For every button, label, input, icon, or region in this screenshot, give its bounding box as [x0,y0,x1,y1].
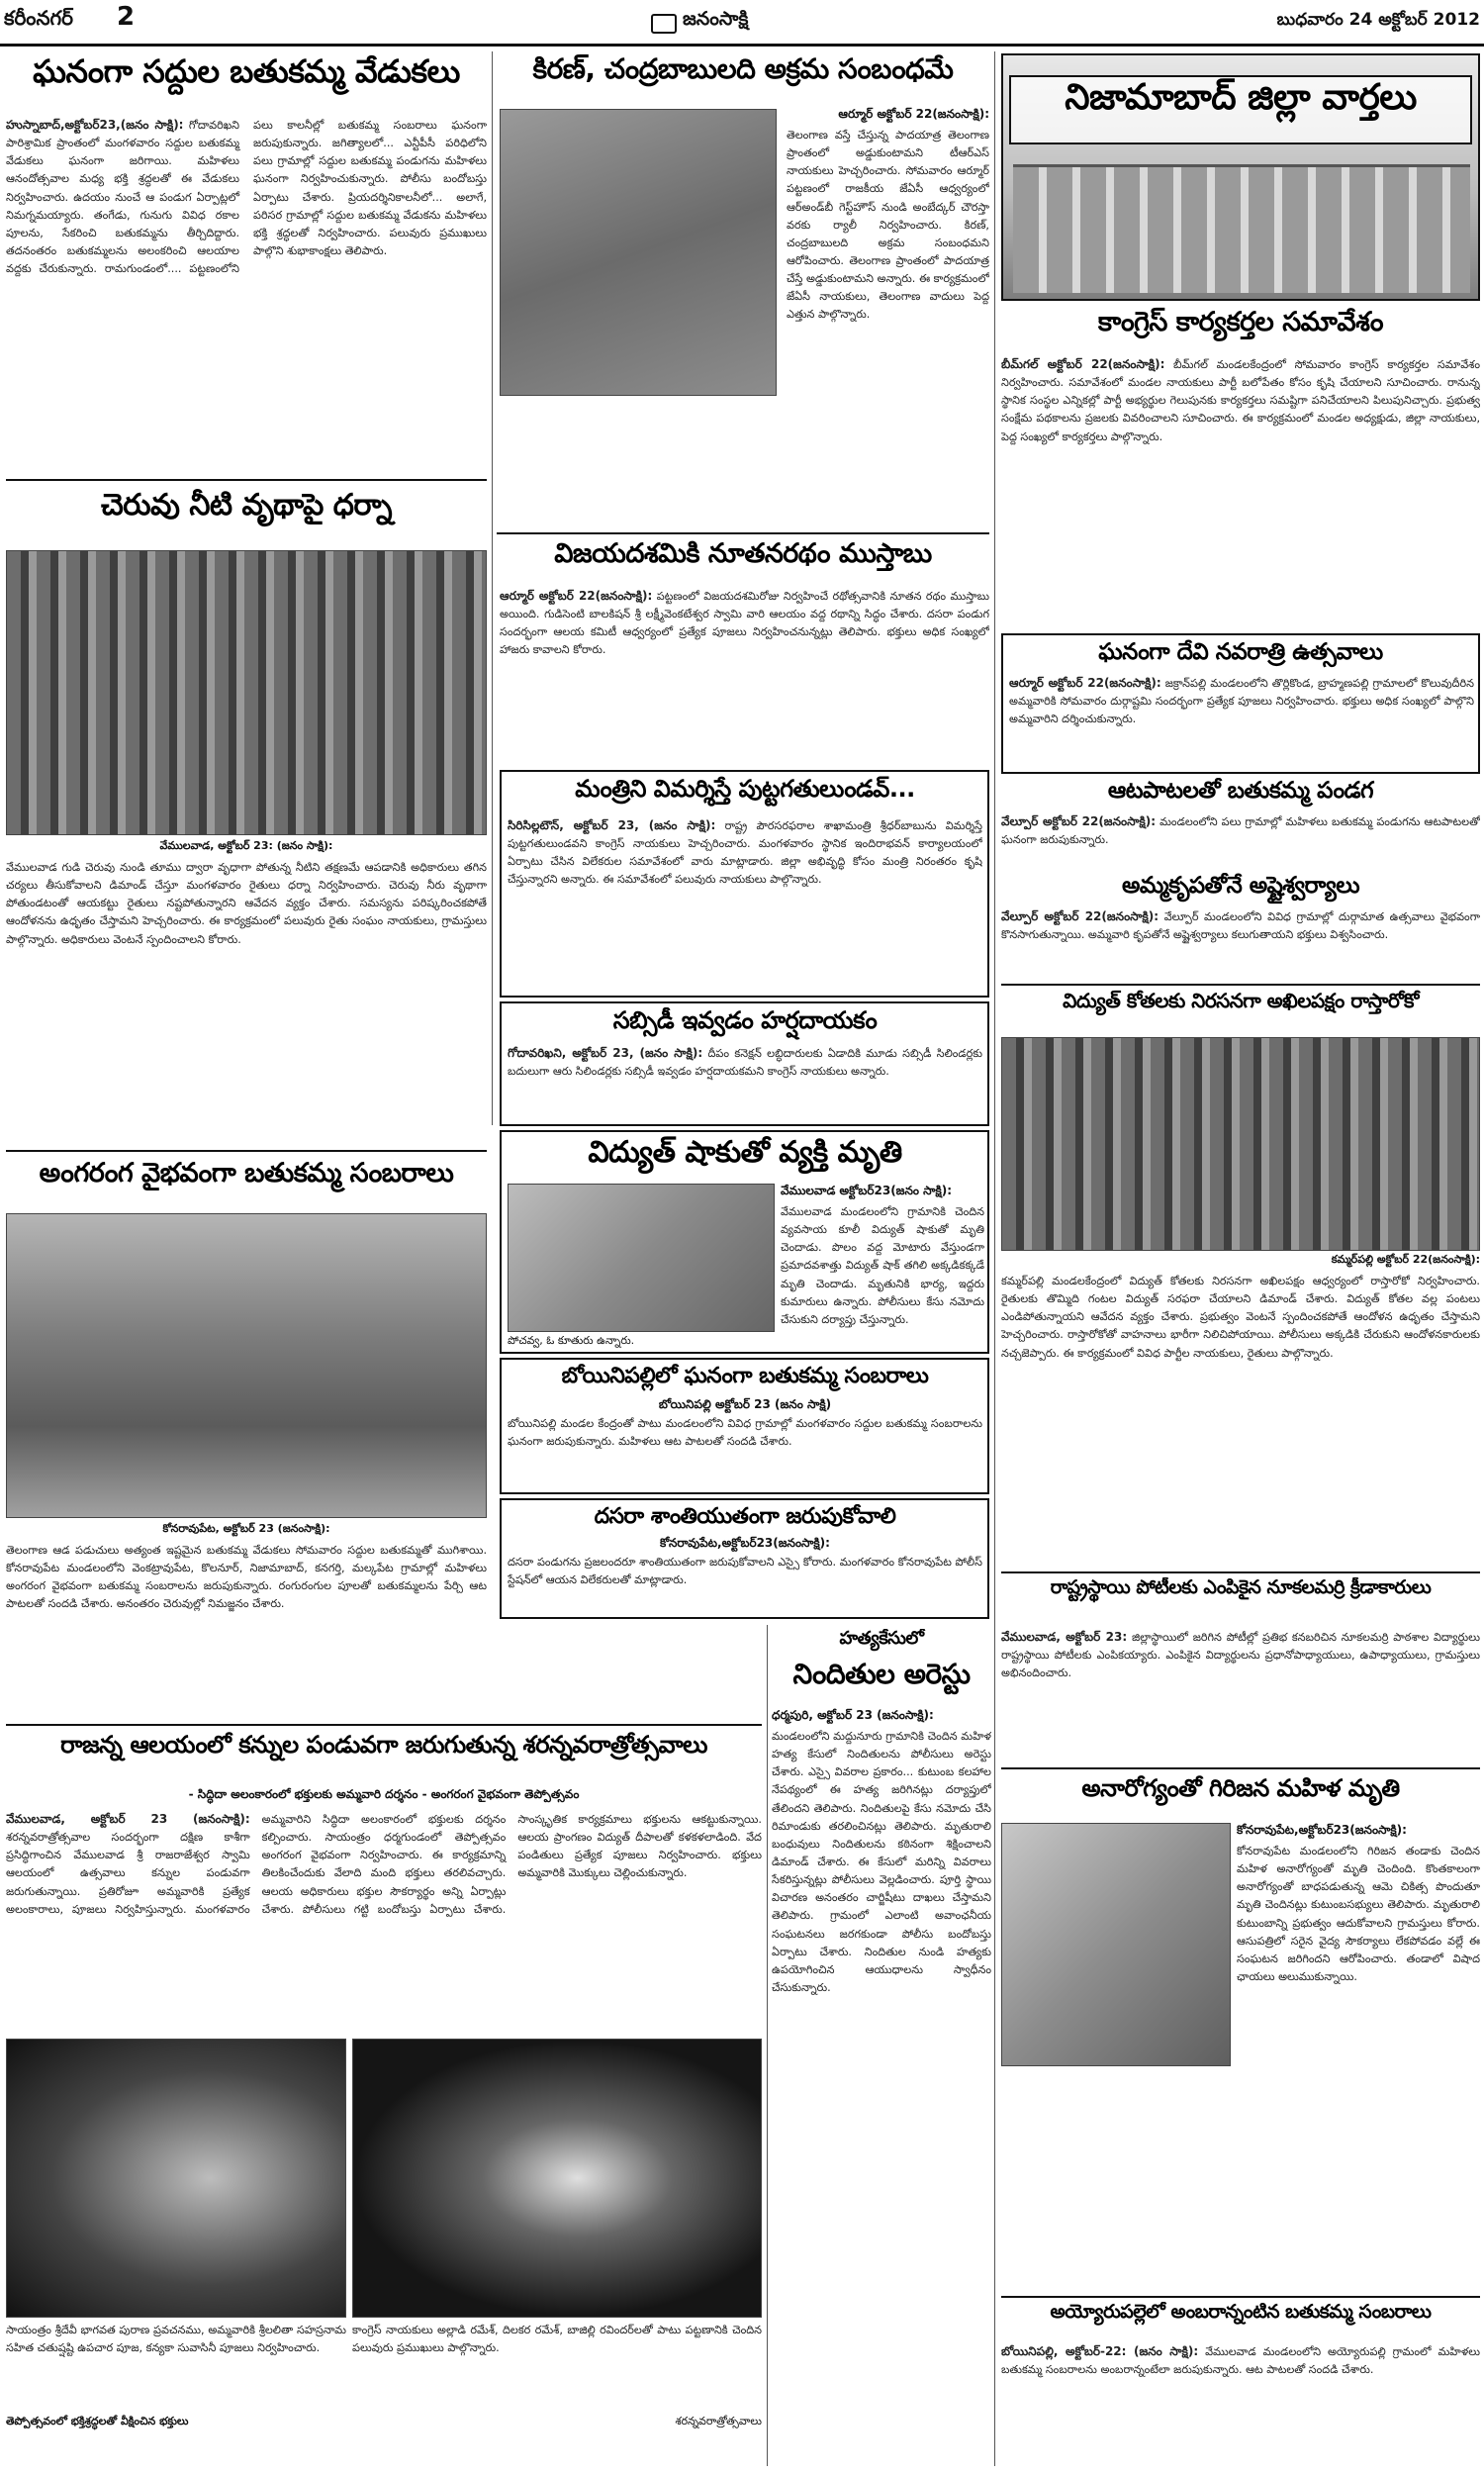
section-rule [1001,1767,1480,1769]
dateline: బీమ్‌గల్‌ అక్టోబర్‌ 22(జనంసాక్షి): [1001,357,1165,371]
rastaroko-photo [1001,1037,1480,1251]
footnote: తెప్పోత్సవంలో భక్తిశ్రద్ధలతో వీక్షించిన భక్తులు [6,2415,189,2427]
headline: అంగరంగ వైభవంగా బతుకమ్మ సంబరాలు [39,1158,454,1189]
teppotsavam-boat-photo [352,2039,762,2318]
dateline: గోదావరిఖని, అక్టోబర్‌ 23, (జనం సాక్షి): [508,1046,703,1060]
article-text: శరన్నవరాత్రోత్సవాల సందర్భంగా దక్షిణ కాశీగా ప్రసిద్ధిగాంచిన వేములవాడ శ్రీ రాజరాజేశ్వర స్వామి ఆలయంలో ఉత్సవాలు కన్నుల పండువగా జరుగుతున్నాయి. ప్రతిరోజూ అమ్మవారికి ప్రత్యేక అలంకారాలు, పూజలు నిర్వహిస్తున్నారు. మంగళవారం అమ్మవారిని సిద్ధిదా అలంకారంలో భక్తులకు దర్శనం కల్పించారు. సాయంత్రం ధర్మగుండంలో తెప్పోత్సవం అంగరంగ వైభవంగా నిర్వహించారు. ఈ కార్యక్రమాన్ని తిలకించేందుకు వేలాది మంది భక్తులు తరలివచ్చారు. ఆలయ అధికారులు భక్తుల సౌకర్యార్థం అన్ని ఏర్పాట్లు చేశారు. పోలీసులు గట్టి బందోబస్తు ఏర్పాటు చేశారు. సాంస్కృతిక కార్యక్రమాలు భక్తులను ఆకట్టుకున్నాయి. ఆలయ ప్రాంగణం విద్యుత్‌ దీపాలతో కళకళలాడింది. వేద పండితులు ప్రత్యేక పూజలు నిర్వహించారు. భక్తులు అమ్మవారికి మొక్కులు చెల్లించుకున్నారు. [6,1813,762,1916]
article-body [6,1811,762,2031]
dateline: ధర్మపురి, అక్టోబర్‌ 23 (జనంసాక్షి): [772,1708,934,1722]
headline: దసరా శాంతియుతంగా జరుపుకోవాలి [594,1504,896,1529]
headline: ఘనంగా సద్దుల బతుకమ్మ వేడుకలు [33,53,460,90]
article-text: పట్టణంలో విజయదశమిరోజు నిర్వహించే రథోత్సవానికి నూతన రథం ముస్తాబు అయింది. గుడిసెంటి బాలకిషన్‌ శ్రీ లక్ష్మీవెంకటేశ్వర స్వామి వారి ఆలయం వద్ద రథాన్ని సిద్ధం చేశారు. దసరా పండుగ సందర్భంగా ఆలయ కమిటీ ఆధ్వర్యంలో ప్రత్యేక పూజలు నిర్వహించనున్నట్లు తెలిపారు. భక్తులు అధిక సంఖ్యలో హాజరు కావాలని కోరారు. [500,590,989,657]
article-body: దసరా పండుగను ప్రజలందరూ శాంతియుతంగా జరుపుకోవాలని ఎస్సై కోరారు. మంగళవారం కోనరావుపేట పోలీస్‌ స్టేషన్‌లో ఆయన విలేకరులతో మాట్లాడారు. [508,1556,982,1587]
article-body: వేములవాడ మండలంలోని గ్రామానికి చెందిన వ్యవసాయ కూలీ విద్యుత్‌ షాకుతో మృతి చెందాడు. పొలం వద్ద మోటారు వేస్తుండగా ప్రమాదవశాత్తు విద్యుత్‌ షాక్‌ తగిలి అక్కడికక్కడే మృతి చెందాడు. మృతునికి భార్య, ఇద్దరు కుమారులు ఉన్నారు. పోలీసులు కేసు నమోదు చేసుకుని దర్యాప్తు చేస్తున్నారు. [781,1205,984,1326]
section-rule [1001,984,1480,986]
victim-family-photo [508,1184,775,1332]
headline: విద్యుత్‌ కోతలకు నిరసనగా అఖిలపక్షం రాస్తారోకో [1063,990,1419,1012]
paper-logo-icon [651,14,677,34]
section-rule [497,532,989,534]
page-number: 2 [117,2,136,32]
dateline: ఆర్మూర్‌ అక్టోబర్‌ 22(జనంసాక్షి): [500,589,653,603]
nizamabad-district-banner [1001,53,1480,301]
headline: విజయదశమికి నూతనరథం ముస్తాబు [554,538,932,569]
dateline: వేల్పూర్‌ అక్టోబర్‌ 22(జనంసాక్షి): [1001,814,1157,828]
deceased-woman-photo [1001,1823,1231,2066]
photo-caption: పోచవ్వ, ఓ కూతురు ఉన్నారు. [508,1334,635,1347]
kicker: హత్యకేసులో [839,1629,924,1649]
article-body: తెలంగాణ వస్తే చేస్తున్న పాదయాత్ర తెలంగాణ ప్రాంతంలో అడ్డుకుంటామని టీఆర్‌ఎస్‌ నాయకులు హెచ్చరించారు. సోమవారం ఆర్మూర్‌ పట్టణంలో రాజకీయ జేఏసీ ఆధ్వర్యంలో ఆర్‌అండ్‌బీ గెస్ట్‌హౌస్‌ నుండి అంబేద్కర్‌ చౌరస్తా వరకు ర్యాలీ నిర్వహించారు. కిరణ్‌, చంద్రబాబులది అక్రమ సంబంధమని ఆరోపించారు. తెలంగాణ ప్రాంతంలో పాదయాత్ర చేస్తే అడ్డుకుంటామని అన్నారు. ఈ కార్యక్రమంలో జేఏసీ నాయకులు, తెలంగాణ వాదులు పెద్ద ఎత్తున పాల్గొన్నారు. [787,129,989,322]
article-text: బీమ్‌గల్‌ మండలకేంద్రంలో సోమవారం కాంగ్రెస్‌ కార్యకర్తల సమావేశం నిర్వహించారు. సమావేశంలో మండల నాయకులు పార్టీ బలోపేతం కోసం కృషి చేయాలని సూచించారు. రానున్న స్థానిక సంస్థల ఎన్నికల్లో పార్టీ అభ్యర్థుల గెలుపునకు కార్యకర్తలు సమష్టిగా పనిచేయాలని పిలుపునిచ్చారు. ప్రభుత్వ సంక్షేమ పథకాలను ప్రజలకు వివరించాలని సూచించారు. ఈ కార్యక్రమంలో మండల అధ్యక్షుడు, జిల్లా నాయకులు, పెద్ద సంఖ్యలో కార్యకర్తలు పాల్గొన్నారు. [1001,358,1480,443]
article-body [500,588,989,764]
dateline: వేములవాడ, అక్టోబర్‌ 23: [1001,1630,1128,1644]
dateline: కోనరావుపేట,అక్టోబర్‌23(జనంసాక్షి): [1237,1823,1407,1837]
dateline: సిరిసిల్లటౌన్‌, అక్టోబర్‌ 23, (జనం సాక్షి): [508,818,716,832]
article-text: గోదావరిఖని పారిశ్రామిక ప్రాంతంలో మంగళవారం సద్దుల బతుకమ్మ వేడుకలు ఘనంగా జరిగాయి. మహిళలు ఆనందోత్సవాల మధ్య భక్తి శ్రద్ధలతో ఈ వేడుకలు నిర్వహించారు. ఉదయం నుంచే ఆ పండుగ ఏర్పాట్లలో నిమగ్నమయ్యారు. తంగేడు, గునుగు వివిధ రకాల పూలను, సేకరించి బతుకమ్మను తీర్చిదిద్దారు. తదనంతరం బతుకమ్మలను అలంకరించి ఆలయాల వద్దకు చేరుకున్నారు. రామగుండంలో.... పట్టణంలోని పలు కాలనీల్లో బతుకమ్మ సంబరాలు ఘనంగా జరుపుకున్నారు. జగిత్యాలలో... ఎన్టీపీసీ పరిధిలోని పలు గ్రామాల్లో సద్దుల బతుకమ్మ పండుగను మహిళలు ఘనంగా నిర్వహించుకున్నారు. పోలీసు బందోబస్తు ఏర్పాటు చేశారు. ప్రియదర్శినికాలనీలో... అలాగే, పరిసర గ్రామాల్లో సద్దుల బతుకమ్మ వేడుకను మహిళలు భక్తి శ్రద్ధలతో నిర్వహించారు. పలువురు ప్రముఖులు పాల్గొని శుభాకాంక్షలు తెలిపారు. [6,119,487,276]
section-rule [1001,1571,1480,1573]
banner-title: నిజామాబాద్‌ జిల్లా వార్తలు [1009,75,1472,144]
article-body [508,1045,982,1124]
article-boinipalli-bathukamma [500,1358,989,1494]
dateline: వేల్పూర్‌ అక్టోబర్‌ 22(జనంసాక్షి): [1001,909,1159,923]
article-text: దీపం కనెక్షన్‌ లబ్ధిదారులకు ఏడాదికి మూడు సబ్సిడీ సిలిండర్లకు బదులుగా ఆరు సిలిండర్లకు సబ్సిడీ ఇవ్వడం హర్షదాయకమని కాంగ్రెస్‌ నాయకులు అన్నారు. [508,1047,982,1079]
article-text: మండలంలోని పలు గ్రామాల్లో మహిళలు బతుకమ్మ పండుగను ఆటపాటలతో ఘనంగా జరుపుకున్నారు. [1001,815,1480,847]
temple-priest-photo [6,2039,346,2318]
photo-caption: కాంగ్రెస్‌ నాయకులు అల్లాడి రమేశ్‌, దిలకర రమేశ్‌, బాజిల్లి రవిందర్‌లతో పాటు పట్టణానికి చెందిన పలువురు ప్రముఖులు పాల్గొన్నారు. [352,2324,762,2355]
headline: విద్యుత్‌ షాకుతో వ్యక్తి మృతి [588,1136,902,1170]
article-body [1001,813,1480,869]
article-text: వేములవాడ మండలంలోని అయ్యోరుపల్లి గ్రామంలో మహిళలు బతుకమ్మ సంబరాలను అంబరాన్నంటేలా జరుపుకున్నారు. ఆట పాటలతో సందడి చేశారు. [1001,2345,1480,2377]
article-navaratri [1001,633,1480,774]
headline: అనారోగ్యంతో గిరిజన మహిళ మృతి [1081,1775,1400,1802]
article-body: తెలంగాణ ఆడ పడుచులు అత్యంత ఇష్టమైన బతుకమ్మ వేడుకలు సోమవారం సద్దుల బతుకమ్మతో ముగిశాయి. కోనరావుపేట మండలంలోని వెంకట్రావుపేట, కొలనూర్‌, నిజామాబాద్‌, కనగర్తి, మల్కపేట గ్రామాల్లో మహిళలు అంగరంగ వైభవంగా బతుకమ్మ సంబరాలను జరుపుకున్నారు. రంగురంగుల పూలతో బతుకమ్మలను పేర్చి ఆట పాటలతో సందడి చేశారు. అనంతరం చెరువుల్లో నిమజ్జనం చేశారు. [6,1544,487,1611]
dateline: వేములవాడ అక్టోబర్‌23(జనం సాక్షి): [781,1184,953,1197]
article-body: కోనరావుపేట మండలంలోని గిరిజన తండాకు చెందిన మహిళ అనారోగ్యంతో మృతి చెందింది. కొంతకాలంగా అనారోగ్యంతో బాధపడుతున్న ఆమె చికిత్స పొందుతూ మృతి చెందినట్లు కుటుంబసభ్యులు తెలిపారు. మృతురాలి కుటుంబాన్ని ప్రభుత్వం ఆదుకోవాలని గ్రామస్తులు కోరారు. ఆసుపత్రిలో సరైన వైద్య సౌకర్యాలు లేకపోవడం వల్లే ఈ సంఘటన జరిగిందని ఆరోపించారు. తండాలో విషాద ఛాయలు అలుముకున్నాయి. [1237,1845,1480,1983]
section-rule [6,1724,762,1726]
section-rule [1001,2296,1480,2298]
column-divider [492,51,493,1125]
article-body [1001,2343,1480,2462]
article-body [1001,1629,1480,1763]
masthead-rule [0,44,1484,47]
article-body [6,117,487,469]
headline: ఆటపాటలతో బతుకమ్మ పండగ [1107,778,1374,804]
headline: అమ్మకృపతోనే అష్టైశ్వర్యాలు [1121,873,1360,899]
photo-caption: కమ్మర్‌పల్లి అక్టోబర్‌ 22(జనంసాక్షి): [1331,1253,1480,1266]
column-divider [994,51,995,2466]
article-body: వేములవాడ గుడి చెరువు నుండి తూము ద్వారా వృధాగా పోతున్న నీటిని తక్షణమే ఆపడానికి అధికారులు తగిన చర్యలు తీసుకోవాలని డిమాండ్‌ చేస్తూ మంగళవారం రైతులు ధర్నా నిర్వహించారు. చెరువు నీరు వృథాగా పోతుండటంతో ఆయకట్టు రైతులు నష్టపోతున్నారని ఆవేదన వ్యక్తం చేశారు. సమస్యను పరిష్కరించకపోతే ఆందోళనను ఉధృతం చేస్తామని హెచ్చరించారు. ఈ కార్యక్రమంలో పలువురు రైతు సంఘం నాయకులు, గ్రామస్తులు పాల్గొన్నారు. అధికారులు వెంటనే స్పందించాలని కోరారు. [6,861,487,946]
article-body [1001,908,1480,980]
headline: కిరణ్‌, చంద్రబాబులది అక్రమ సంబంధమే [532,53,954,85]
dateline: బోయినిపల్లి అక్టోబర్‌ 23 (జనం సాక్షి) [658,1397,832,1411]
dateline: కోనరావుపేట,అక్టోబర్‌23(జనంసాక్షి): [660,1536,830,1550]
headline: సబ్సిడీ ఇవ్వడం హర్షదాయకం [612,1007,878,1034]
headline: బోయినిపల్లిలో ఘనంగా బతుకమ్మ సంబరాలు [561,1364,929,1388]
article-mantri-vimarsa [500,770,989,998]
page-label: కరీంనగర్ [4,6,73,30]
section-rule [6,479,487,481]
headline: ఘనంగా దేవి నవరాత్రి ఉత్సవాలు [1098,639,1383,665]
dateline: వేములవాడ, అక్టోబర్‌ 23 (జనంసాక్షి): [6,1812,250,1826]
dharna-photo [6,550,487,835]
article-body: మండలంలోని మద్దునూరు గ్రామానికి చెందిన మహిళ హత్య కేసులో నిందితులను పోలీసులు అరెస్టు చేశారు. ఎస్సై వివరాల ప్రకారం... కుటుంబ కలహాల నేపథ్యంలో ఈ హత్య జరిగినట్లు దర్యాప్తులో తేలిందని తెలిపారు. నిందితులపై కేసు నమోదు చేసి రిమాండుకు తరలించినట్లు తెలిపారు. మృతురాలి బంధువులు నిందితులను కఠినంగా శిక్షించాలని డిమాండ్‌ చేశారు. ఈ కేసులో మరిన్ని వివరాలు సేకరిస్తున్నట్లు పోలీసులు వెల్లడించారు. పూర్తి స్థాయి విచారణ అనంతరం చార్జిషీటు దాఖలు చేస్తామని తెలిపారు. గ్రామంలో ఎలాంటి అవాంఛనీయ సంఘటనలు జరగకుండా పోలీసు బందోబస్తు ఏర్పాటు చేశారు. నిందితుల నుండి హత్యకు ఉపయోగించిన ఆయుధాలను స్వాధీనం చేసుకున్నారు. [772,1730,991,1994]
article-subsidy [500,1001,989,1126]
article-text: రాష్ట్ర పౌరసరఫరాల శాఖామంత్రి శ్రీధర్‌బాబును విమర్శిస్తే పుట్టగతులుండవని కాంగ్రెస్‌ నాయకులు హెచ్చరించారు. మంగళవారం స్థానిక ఇందిరాభవన్‌ కార్యాలయంలో ఏర్పాటు చేసిన విలేకరుల సమావేశంలో వారు మాట్లాడారు. జిల్లా అభివృద్ధి కోసం మంత్రి నిరంతరం కృషి చేస్తున్నారని అన్నారు. ఈ సమావేశంలో పలువురు నాయకులు పాల్గొన్నారు. [508,819,982,887]
column-divider [767,1625,768,2466]
article-text: జిల్లాస్థాయిలో జరిగిన పోటీల్లో ప్రతిభ కనబరిచిన నూకలమర్రి పాఠశాల విద్యార్థులు రాష్ట్రస్థాయి పోటీలకు ఎంపికయ్యారు. ఎంపికైన విద్యార్థులను ప్రధానోపాధ్యాయులు, ఉపాధ్యాయులు, గ్రామస్తులు అభినందించారు. [1001,1631,1480,1680]
subhead: - సిద్ధిదా అలంకారంలో భక్తులకు అమ్మవారి దర్శనం - అంగరంగ వైభవంగా తెప్పోత్సవం [188,1787,580,1801]
dateline: ఆర్మూర్‌ అక్టోబర్‌ 22(జనంసాక్షి): [838,107,989,121]
article-body [1009,675,1474,772]
headline: అయ్యోరుపల్లెలో అంబరాన్నంటిన బతుకమ్మ సంబరాలు [1050,2302,1432,2323]
photo-caption: కోనరావుపేట, అక్టోబర్‌ 23 (జనంసాక్షి): [162,1522,330,1535]
bathukamma-photo [6,1213,487,1518]
dateline: ఆర్మూర్‌ అక్టోబర్‌ 22(జనంసాక్షి): [1009,676,1161,690]
headline: నిందితుల అరెస్టు [792,1659,971,1690]
article-body [508,817,982,994]
photo-caption: సాయంత్రం శ్రీదేవీ భాగవత పురాణ ప్రవచనము, అమ్మవారికి శ్రీలలితా సహస్రనామ సహిత చతుష్షష్టి ఉపచార పూజ, కన్యకా సువాసినీ పూజలు నిర్వహించారు. [6,2324,346,2355]
headline: రాష్ట్రస్థాయి పోటీలకు ఎంపికైన నూకలమర్రి క్రీడాకారులు [1050,1577,1432,1598]
dam-illustration-icon [1013,164,1470,293]
article-text: వేల్పూర్‌ మండలంలోని వివిధ గ్రామాల్లో దుర్గామాత ఉత్సవాలు వైభవంగా కొనసాగుతున్నాయి. అమ్మవారి కృపతోనే అష్టైశ్వర్యాలు కలుగుతాయని భక్తులు విశ్వసించారు. [1001,910,1480,942]
dateline: హుస్నాబాద్‌,అక్టోబర్‌23,(జనం సాక్షి): [6,118,184,132]
article-text: జక్రాన్‌పల్లి మండలంలోని తొర్లికొండ, బ్రాహ్మణపల్లి గ్రామాలలో కొలువుదీరిన అమ్మవారికి సోమవారం దుర్గాష్టమి సందర్భంగా ప్రత్యేక పూజలు నిర్వహించారు. భక్తులు అధిక సంఖ్యలో పాల్గొని అమ్మవారిని దర్శించుకున్నారు. [1009,677,1474,726]
article-body [1001,356,1480,629]
headline: చెరువు నీటి వృథాపై ధర్నా [100,489,393,523]
dateline: బోయినిపల్లి, అక్టోబర్‌-22: (జనం సాక్షి): [1001,2344,1199,2358]
article-body: కమ్మర్‌పల్లి మండలకేంద్రంలో విద్యుత్‌ కోతలకు నిరసనగా అఖిలపక్షం ఆధ్వర్యంలో రాస్తారోకో నిర్వహించారు. రైతులకు తొమ్మిది గంటల విద్యుత్‌ సరఫరా చేయాలని డిమాండ్‌ చేశారు. విద్యుత్‌ కోతల వల్ల పంటలు ఎండిపోతున్నాయని ఆవేదన వ్యక్తం చేశారు. ప్రభుత్వం వెంటనే స్పందించకపోతే ఆందోళన ఉధృతం చేస్తామని హెచ్చరించారు. రాస్తారోకోతో వాహనాలు భారీగా నిలిచిపోయాయి. పోలీసులు అక్కడికి చేరుకుని ఆందోళనకారులకు నచ్చజెప్పారు. ఈ కార్యక్రమంలో వివిధ పార్టీల నాయకులు, రైతులు పాల్గొన్నారు. [1001,1275,1480,1360]
page-date: బుధవారం 24 అక్టోబర్ 2012 [1276,10,1480,30]
paper-name: జనంసాక్షి [683,8,749,30]
photo-caption: వేములవాడ, అక్టోబర్‌ 23: (జనం సాక్షి): [159,839,333,852]
article-dasara-shanti [500,1498,989,1619]
article-vidyut-shock [500,1130,989,1354]
article-body: బోయినిపల్లి మండల కేంద్రంతో పాటు మండలంలోని వివిధ గ్రామాల్లో మంగళవారం సద్దుల బతుకమ్మ సంబరాలను ఘనంగా జరుపుకున్నారు. మహిళలు ఆట పాటలతో సందడి చేశారు. [508,1417,982,1449]
footnote: శరన్నవరాత్రోత్సవాలు [675,2415,762,2427]
headline: రాజన్న ఆలయంలో కన్నుల పండువగా జరుగుతున్న శరన్నవరాత్రోత్సవాలు [60,1732,707,1759]
section-rule [6,1150,487,1152]
headline: కాంగ్రెస్‌ కార్యకర్తల సమావేశం [1097,307,1384,337]
headline: మంత్రిని విమర్శిస్తే పుట్టగతులుండవ్‌... [575,776,915,803]
